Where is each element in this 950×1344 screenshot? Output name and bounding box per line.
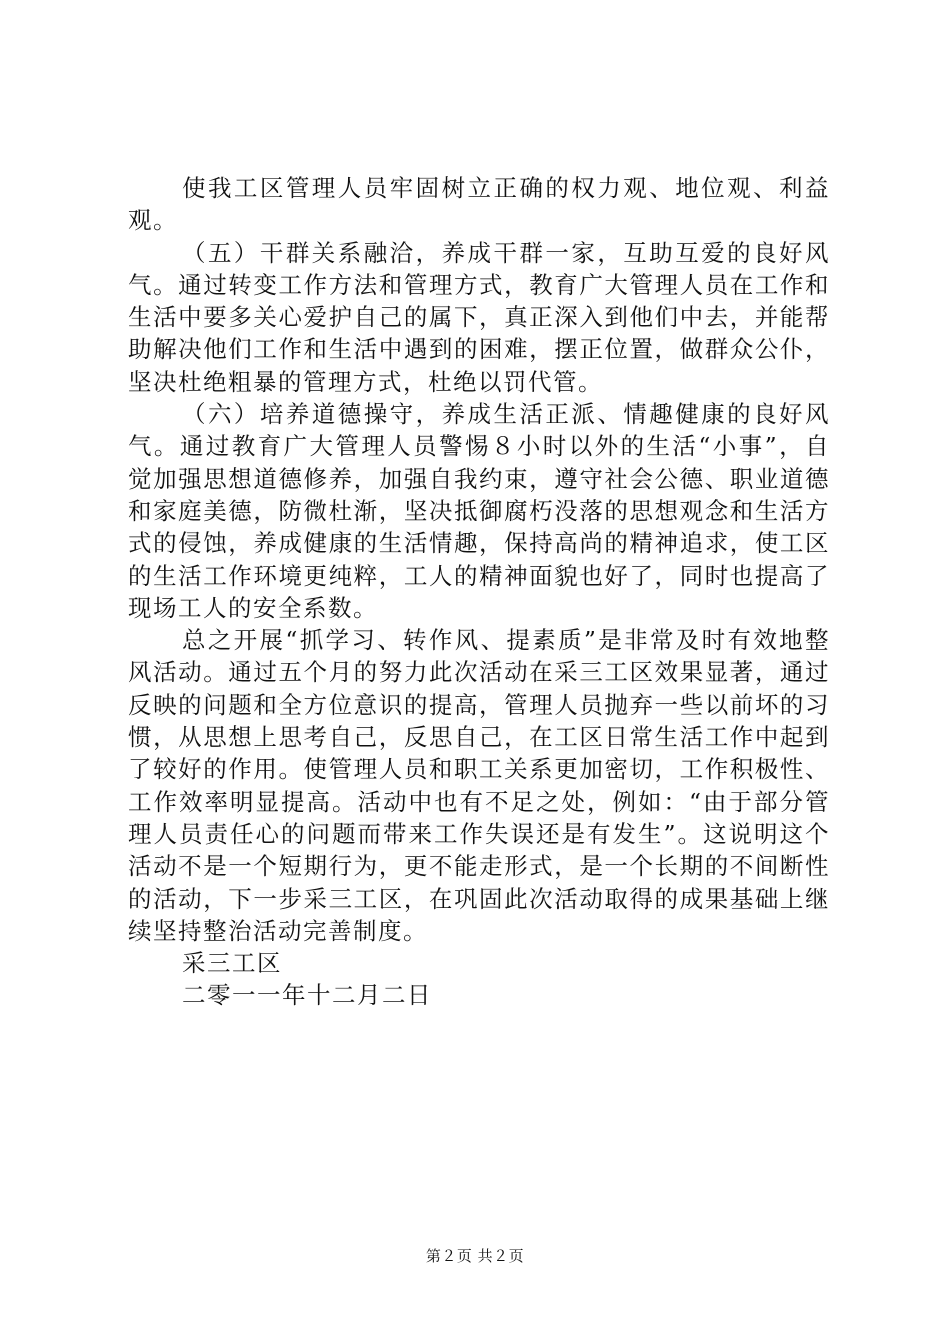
document-date: 二零一一年十二月二日 — [182, 981, 432, 1010]
paragraph-summary: 总之开展“抓学习、转作风、提素质”是非常及时有效地整风活动。通过五个月的努力此次活动在采三工区效果显著，通过反映的问题和全方位意识的提高，管理人员抛弃一些以前坏的习惯，从思想上思考自己，反思自己，在工区日常生活工作中起到了较好的作用。使管理人员和职工关系更加密切，工作积极性、工作效率明显提高。活动中也有不足之处，例如：“由于部分管理人员责任心的问题而带来工作失误还是有发生”。这说明这个活动不是一个短期行为，更不能走形式，是一个长期的不间断性的活动，下一步采三工区，在巩固此次活动取得的成果基础上继续坚持整治活动完善制度。 — [128, 626, 830, 945]
paragraph-intro: 使我工区管理人员牢固树立正确的权力观、地位观、利益观。 — [128, 174, 830, 235]
document-body — [128, 172, 830, 1012]
signature: 采三工区 — [182, 949, 282, 978]
paragraph-five: （五）干群关系融洽，养成干群一家，互助互爱的良好风气。通过转变工作方法和管理方式，教育广大管理人员在工作和生活中要多关心爱护自己的属下，真正深入到他们中去，并能帮助解决他们工作和生活中遇到的困难，摆正位置，做群众公仆，坚决杜绝粗暴的管理方式，杜绝以罚代管。 — [128, 238, 830, 396]
paragraph-six: （六）培养道德操守，养成生活正派、情趣健康的良好风气。通过教育广大管理人员警惕８小时以外的生活“小事”，自觉加强思想道德修养，加强自我约束，遵守社会公德、职业道德和家庭美德，防微杜渐，坚决抵御腐朽没落的思想观念和生活方式的侵蚀，养成健康的生活情趣，保持高尚的精神追求，使工区的生活工作环境更纯粹，工人的精神面貌也好了，同时也提高了现场工人的安全系数。 — [128, 400, 830, 622]
page-number-footer: 第２页 共２页 — [425, 1247, 525, 1265]
